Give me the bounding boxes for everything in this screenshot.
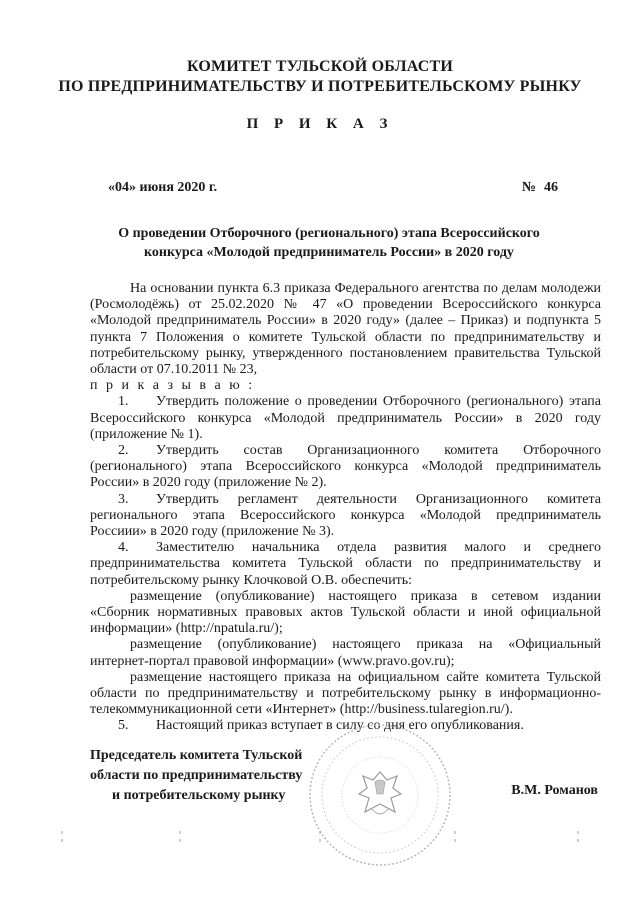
list-item-number: 3. xyxy=(118,491,129,507)
document-type-heading: П Р И К А З xyxy=(246,116,394,132)
signatory-title-line1: Председатель комитета Тульской xyxy=(90,748,303,763)
committee-name-line2: ПО ПРЕДПРИНИМАТЕЛЬСТВУ И ПОТРЕБИТЕЛЬСКОМУ РЫНКУ xyxy=(58,78,582,95)
sub-item-1: размещение (опубликование) настоящего приказа в сетевом издании «Сборник нормативных правовых актов Тульской области и иной официальной информации» (http://npatula.ru/); xyxy=(90,588,601,637)
list-item-1 xyxy=(90,394,601,443)
order-word-text: п р и к а з ы в а ю : xyxy=(90,378,255,394)
number-value: 46 xyxy=(544,180,558,195)
order-word xyxy=(90,378,601,394)
list-item-4 xyxy=(90,540,601,589)
list-item-text: Заместителю начальника отдела развития малого и среднего предпринимательства комитета Тульской области по предпринимательству и потребительскому рынку Клочковой О.В. обеспечить: xyxy=(90,540,601,588)
sub-item-2: размещение (опубликование) настоящего приказа на «Официальный интернет-портал правовой информации» (www.pravo.gov.ru); xyxy=(90,637,601,669)
list-item-number: 2. xyxy=(118,443,129,459)
scan-edge-marks xyxy=(0,826,640,846)
sub-item-3: размещение настоящего приказа на официальном сайте комитета Тульской области по предпринимательству и потребительскому рынку в информационно-телекоммуникационной сети «Интернет» (http://business.tularegion.ru/). xyxy=(90,669,601,718)
list-item-text: Настоящий приказ вступает в силу со дня его опубликования. xyxy=(156,718,524,734)
list-item-text: Утвердить положение о проведении Отборочного (регионального) этапа Всероссийского конкурса «Молодой предприниматель России» в 2020 году (приложение № 1). xyxy=(90,394,601,442)
order-date: «04» июня 2020 г. xyxy=(108,180,218,195)
signatory-title xyxy=(90,746,302,806)
committee-name-line1: КОМИТЕТ ТУЛЬСКОЙ ОБЛАСТИ xyxy=(186,58,454,75)
list-item-number: 1. xyxy=(118,394,129,410)
order-body xyxy=(90,281,601,735)
list-item-text: Утвердить состав Организационного комитета Отборочного (регионального) этапа Всероссийского конкурса «Молодой предприниматель России» в 2020 году (приложение № 2). xyxy=(90,443,601,491)
list-item-number: 4. xyxy=(118,540,129,556)
list-item-3 xyxy=(90,492,601,541)
official-seal-stamp xyxy=(305,720,455,870)
list-item-2 xyxy=(90,443,601,492)
signatory-title-line3: и потребительскому рынку xyxy=(112,788,286,803)
list-item-number: 5. xyxy=(118,718,129,734)
order-title xyxy=(90,224,568,262)
list-item-text: Утвердить регламент деятельности Организационного комитета регионального этапа Всероссийского конкурса «Молодой предприниматель Россиии» в 2020 году (приложение № 3). xyxy=(90,491,601,540)
order-title-line2: конкурса «Молодой предприниматель России» в 2020 году xyxy=(144,245,514,260)
signatory-title-line2: области по предпринимательству xyxy=(90,768,303,783)
order-title-line1: О проведении Отборочного (регионального) этапа Всероссийского xyxy=(118,226,540,241)
number-sign: № xyxy=(521,180,536,195)
preamble-paragraph: На основании пункта 6.3 приказа Федерального агентства по делам молодежи (Росмолодёжь) от 25.02.2020 № 47 «О проведении Всероссийского конкурса «Молодой предприниматель России» в 2020 году» (далее – Приказ) и подпункта 5 пункта 7 Положения о комитете Тульской области по предпринимательству и потребительскому рынку, утвержденного постановлением правительства Тульской области от 07.10.2011 № 23, xyxy=(90,281,601,378)
order-number xyxy=(522,180,558,196)
signatory-name: В.М. Романов xyxy=(511,783,598,798)
